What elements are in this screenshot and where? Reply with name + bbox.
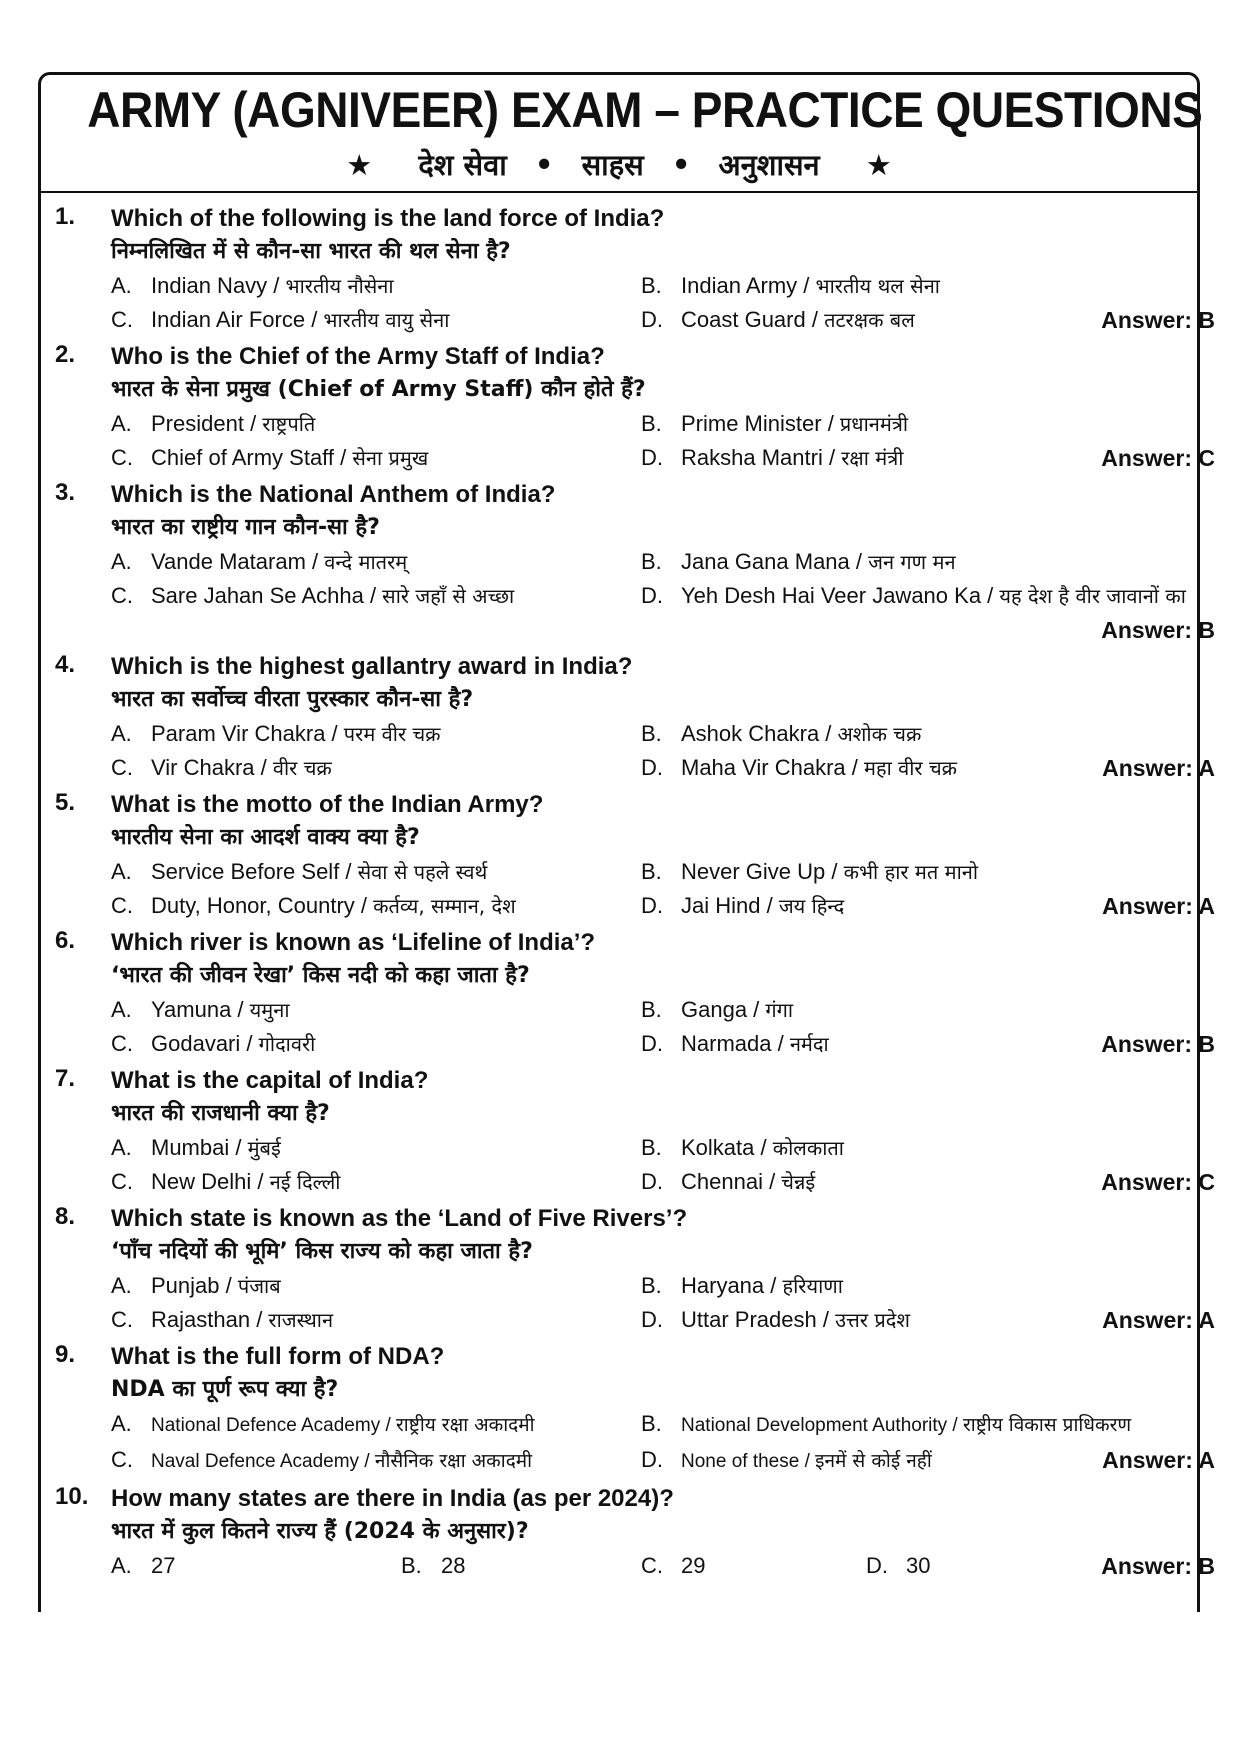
- option-text-english: National Development Authority: [681, 1415, 948, 1436]
- question-text-english: Which is the National Anthem of India?: [111, 481, 556, 508]
- answer-option: [111, 579, 641, 613]
- option-letter: C.: [641, 1553, 663, 1578]
- option-letter: A.: [111, 1135, 132, 1160]
- option-separator: /: [354, 893, 374, 918]
- option-text-english: Punjab: [151, 1273, 220, 1298]
- option-text-hindi: हरियाणा: [782, 1274, 843, 1298]
- option-letter: D.: [641, 307, 663, 332]
- option-text-english: 28: [441, 1553, 466, 1578]
- option-separator: /: [821, 411, 840, 436]
- option-letter: C.: [111, 583, 133, 608]
- answer-option: [111, 889, 641, 923]
- option-text-hindi: इनमें से कोई नहीं: [815, 1450, 932, 1472]
- question-text-hindi: ‘पाँच नदियों की भूमि’ किस राज्य को कहा जाता है?: [111, 1239, 533, 1264]
- answer-option: [641, 579, 1186, 613]
- option-separator: /: [267, 273, 286, 298]
- option-text-english: Yeh Desh Hai Veer Jawano Ka: [681, 583, 982, 608]
- option-letter: B.: [641, 411, 662, 436]
- answer-option: [641, 855, 1073, 889]
- option-text-english: Indian Air Force: [151, 307, 306, 332]
- option-text-english: Chennai: [681, 1169, 763, 1194]
- option-letter: C.: [111, 1169, 133, 1194]
- question-number: 9.: [55, 1341, 76, 1368]
- option-text-english: Coast Guard: [681, 307, 806, 332]
- answer-key: Answer: A: [1102, 893, 1215, 919]
- question-number: 3.: [55, 479, 76, 506]
- option-letter: A.: [111, 721, 132, 746]
- option-separator: /: [947, 1415, 963, 1436]
- question-block: [41, 1203, 1215, 1337]
- answer-option: [111, 1549, 401, 1583]
- option-separator: /: [822, 445, 842, 470]
- option-text-hindi: कभी हार मत मानो: [843, 860, 979, 884]
- motto-anushasan: अनुशासन: [718, 148, 820, 182]
- question-text-hindi: ‘भारत की जीवन रेखा’ किस नदी को कहा जाता है?: [111, 963, 530, 988]
- option-separator: /: [243, 411, 263, 436]
- answer-option: [641, 751, 1073, 785]
- question-block: [41, 927, 1215, 1061]
- option-text-english: Duty, Honor, Country: [151, 893, 355, 918]
- question-text-hindi: भारतीय सेना का आदर्श वाक्य क्या है?: [111, 825, 420, 850]
- option-separator: /: [231, 997, 250, 1022]
- option-text-hindi: सेवा से पहले स्वर्थ: [357, 860, 488, 884]
- dot-separator: •: [671, 148, 691, 182]
- motto-line: [41, 145, 1197, 184]
- answer-option: [111, 441, 641, 475]
- answer-key: Answer: A: [1102, 1447, 1215, 1473]
- option-text-hindi: गोदावरी: [258, 1032, 316, 1056]
- option-letter: D.: [641, 445, 663, 470]
- option-letter: B.: [401, 1553, 422, 1578]
- answer-option: [111, 269, 641, 303]
- option-text-english: Ashok Chakra: [681, 721, 820, 746]
- option-letter: B.: [641, 1411, 662, 1436]
- question-text-english: Who is the Chief of the Army Staff of India?: [111, 343, 605, 370]
- option-separator: /: [845, 755, 865, 780]
- option-letter: A.: [111, 1411, 132, 1436]
- answer-option: [641, 1549, 866, 1583]
- option-text-hindi: नई दिल्ली: [269, 1170, 341, 1194]
- option-text-hindi: महा वीर चक्र: [864, 756, 958, 780]
- question-number: 5.: [55, 789, 76, 816]
- answer-key: Answer: B: [1101, 1031, 1215, 1057]
- option-text-hindi: चेन्नई: [781, 1170, 816, 1194]
- answer-option: [111, 303, 641, 337]
- option-letter: C.: [111, 445, 133, 470]
- answer-option: [641, 1027, 1073, 1061]
- option-text-hindi: जन गण मन: [868, 550, 956, 574]
- option-text-hindi: तटरक्षक बल: [824, 308, 915, 332]
- answer-option: [111, 1407, 641, 1443]
- option-text-english: Mumbai: [151, 1135, 230, 1160]
- option-letter: B.: [641, 721, 662, 746]
- option-separator: /: [305, 307, 324, 332]
- answer-key: Answer: B: [1101, 307, 1215, 333]
- option-text-hindi: रक्षा मंत्री: [841, 446, 904, 470]
- option-letter: A.: [111, 549, 132, 574]
- answer-option: [111, 1131, 641, 1165]
- question-text-hindi: भारत का राष्ट्रीय गान कौन-सा है?: [111, 515, 380, 540]
- option-text-english: Jai Hind: [681, 893, 761, 918]
- option-letter: B.: [641, 997, 662, 1022]
- option-separator: /: [981, 583, 1000, 608]
- option-text-english: Maha Vir Chakra: [681, 755, 846, 780]
- question-number: 1.: [55, 203, 76, 230]
- option-text-english: Naval Defence Academy: [151, 1451, 360, 1472]
- option-separator: /: [251, 1169, 270, 1194]
- option-text-hindi: मुंबई: [247, 1136, 281, 1160]
- option-text-hindi: गंगा: [765, 998, 794, 1022]
- option-letter: A.: [111, 1553, 132, 1578]
- option-text-hindi: अशोक चक्र: [837, 722, 922, 746]
- option-letter: D.: [641, 1447, 663, 1472]
- answer-option: [111, 1269, 641, 1303]
- option-text-english: 29: [681, 1553, 706, 1578]
- option-text-hindi: भारतीय थल सेना: [815, 274, 940, 298]
- answer-option: [111, 407, 641, 441]
- answer-option: [641, 1269, 1073, 1303]
- option-letter: A.: [111, 1273, 132, 1298]
- answer-key: Answer: B: [1101, 1553, 1215, 1579]
- answer-option: [641, 441, 1073, 475]
- option-separator: /: [754, 1135, 773, 1160]
- option-separator: /: [819, 721, 838, 746]
- option-separator: /: [325, 721, 344, 746]
- option-text-english: None of these: [681, 1451, 800, 1472]
- option-text-hindi: वन्दे मातरम्: [324, 550, 408, 574]
- option-separator: /: [240, 1031, 259, 1056]
- options-grid: [111, 1407, 1215, 1479]
- option-separator: /: [250, 1307, 269, 1332]
- question-number: 10.: [55, 1483, 89, 1510]
- option-letter: B.: [641, 273, 662, 298]
- question-text-hindi: NDA का पूर्ण रूप क्या है?: [111, 1377, 339, 1402]
- option-letter: A.: [111, 273, 132, 298]
- option-text-hindi: राष्ट्रीय विकास प्राधिकरण: [963, 1414, 1132, 1436]
- option-text-english: Chief of Army Staff: [151, 445, 335, 470]
- options-grid: [111, 1269, 1215, 1337]
- question-block: [41, 1341, 1215, 1479]
- option-letter: B.: [641, 1273, 662, 1298]
- question-text-english: What is the motto of the Indian Army?: [111, 791, 544, 818]
- option-separator: /: [305, 549, 325, 574]
- option-text-english: Narmada: [681, 1031, 772, 1056]
- option-text-hindi: परम वीर चक्र: [343, 722, 441, 746]
- question-number: 7.: [55, 1065, 76, 1092]
- question-block: [41, 479, 1215, 647]
- option-text-hindi: राष्ट्रपति: [262, 412, 316, 436]
- option-text-english: Indian Army: [681, 273, 798, 298]
- option-text-english: Sare Jahan Se Achha: [151, 583, 364, 608]
- option-text-english: Haryana: [681, 1273, 765, 1298]
- option-text-hindi: कोलकाता: [772, 1136, 844, 1160]
- option-text-english: Vande Mataram: [151, 549, 306, 574]
- answer-option: [641, 1443, 1073, 1479]
- option-separator: /: [771, 1031, 790, 1056]
- option-letter: C.: [111, 893, 133, 918]
- option-text-hindi: यह देश है वीर जावानों का: [999, 584, 1186, 608]
- options-grid: [111, 1131, 1215, 1199]
- question-number: 4.: [55, 651, 76, 678]
- answer-option: [641, 545, 1073, 579]
- answer-option: [111, 545, 641, 579]
- question-number: 6.: [55, 927, 76, 954]
- option-letter: D.: [641, 1169, 663, 1194]
- question-text-english: Which is the highest gallantry award in India?: [111, 653, 633, 680]
- option-separator: /: [359, 1451, 375, 1472]
- question-text-hindi: भारत का सर्वोच्च वीरता पुरस्कार कौन-सा है?: [111, 687, 474, 712]
- option-text-english: Jana Gana Mana: [681, 549, 850, 574]
- option-text-english: Raksha Mantri: [681, 445, 823, 470]
- option-separator: /: [764, 1273, 783, 1298]
- answer-option: [641, 1165, 1073, 1199]
- worksheet: [38, 72, 1215, 1612]
- question-number: 8.: [55, 1203, 76, 1230]
- question-text-english: Which river is known as ‘Lifeline of India’?: [111, 929, 596, 956]
- options-grid: [111, 855, 1215, 923]
- dot-separator: •: [534, 148, 554, 182]
- question-text-hindi: भारत में कुल कितने राज्य हैं (2024 के अनुसार)?: [111, 1519, 529, 1544]
- answer-option: [641, 1303, 1073, 1337]
- motto-desh-seva: देश सेवा: [418, 148, 507, 182]
- question-block: [41, 1483, 1215, 1583]
- options-row: [111, 1549, 1215, 1583]
- answer-option: [111, 717, 641, 751]
- answer-option: [641, 407, 1073, 441]
- option-separator: /: [339, 859, 358, 884]
- answer-key: Answer: C: [1101, 1169, 1215, 1195]
- question-text-hindi: निम्नलिखित में से कौन-सा भारत की थल सेना है?: [111, 239, 511, 264]
- option-text-english: Param Vir Chakra: [151, 721, 326, 746]
- question-text-hindi: भारत के सेना प्रमुख (Chief of Army Staff) कौन होते हैं?: [111, 377, 646, 402]
- option-text-hindi: जय हिन्द: [778, 894, 845, 918]
- option-separator: /: [363, 583, 383, 608]
- answer-option: [641, 269, 1073, 303]
- option-letter: C.: [111, 755, 133, 780]
- option-text-english: Uttar Pradesh: [681, 1307, 817, 1332]
- option-letter: B.: [641, 859, 662, 884]
- option-letter: A.: [111, 997, 132, 1022]
- options-grid: [111, 717, 1215, 785]
- option-text-english: Godavari: [151, 1031, 241, 1056]
- answer-key: Answer: C: [1101, 445, 1215, 471]
- option-text-english: Never Give Up: [681, 859, 826, 884]
- option-text-hindi: सारे जहाँ से अच्छा: [382, 584, 515, 608]
- question-list: [41, 193, 1215, 1583]
- option-separator: /: [334, 445, 353, 470]
- option-separator: /: [747, 997, 766, 1022]
- option-letter: D.: [641, 1307, 663, 1332]
- option-text-hindi: राजस्थान: [268, 1308, 334, 1332]
- options-grid: [111, 269, 1215, 337]
- answer-option: [641, 1131, 1073, 1165]
- option-text-hindi: कर्तव्य, सम्मान, देश: [373, 894, 516, 918]
- answer-option: [111, 1443, 641, 1479]
- option-text-english: New Delhi: [151, 1169, 252, 1194]
- option-letter: D.: [641, 893, 663, 918]
- star-icon: ★: [346, 148, 373, 182]
- options-grid: [111, 993, 1215, 1061]
- answer-key: Answer: A: [1102, 755, 1215, 781]
- option-text-hindi: सेना प्रमुख: [352, 446, 429, 470]
- answer-option: [111, 855, 641, 889]
- options-grid: [111, 407, 1215, 475]
- question-text-english: What is the capital of India?: [111, 1067, 429, 1094]
- question-block: [41, 203, 1215, 337]
- option-letter: C.: [111, 1031, 133, 1056]
- answer-option: [401, 1549, 641, 1583]
- question-block: [41, 1065, 1215, 1199]
- question-number: 2.: [55, 341, 76, 368]
- answer-option: [111, 1165, 641, 1199]
- answer-option: [641, 993, 1073, 1027]
- option-text-english: Vir Chakra: [151, 755, 255, 780]
- page-title: ARMY (AGNIVEER) EXAM – PRACTICE QUESTIONS: [87, 82, 1203, 138]
- option-text-english: President: [151, 411, 244, 436]
- option-separator: /: [805, 307, 825, 332]
- options-grid: [111, 545, 1215, 647]
- question-text-english: What is the full form of NDA?: [111, 1343, 445, 1370]
- option-letter: B.: [641, 549, 662, 574]
- answer-option: [641, 889, 1073, 923]
- option-separator: /: [380, 1415, 397, 1436]
- option-text-hindi: नर्मदा: [789, 1032, 829, 1056]
- answer-key: Answer: B: [1101, 617, 1215, 643]
- option-text-english: Yamuna: [151, 997, 232, 1022]
- option-letter: A.: [111, 411, 132, 436]
- option-text-hindi: पंजाब: [237, 1274, 281, 1298]
- option-text-english: Indian Navy: [151, 273, 268, 298]
- option-separator: /: [816, 1307, 836, 1332]
- option-letter: C.: [111, 1307, 133, 1332]
- question-block: [41, 651, 1215, 785]
- option-text-hindi: प्रधानमंत्री: [839, 412, 909, 436]
- answer-option: [641, 717, 1073, 751]
- answer-option: [111, 993, 641, 1027]
- answer-option: [641, 1407, 1132, 1443]
- answer-option: [111, 751, 641, 785]
- option-text-english: 27: [151, 1553, 176, 1578]
- option-text-english: Prime Minister: [681, 411, 822, 436]
- option-text-english: 30: [906, 1553, 931, 1578]
- option-text-hindi: भारतीय नौसेना: [285, 274, 394, 298]
- option-separator: /: [229, 1135, 248, 1160]
- option-text-english: Ganga: [681, 997, 748, 1022]
- option-letter: C.: [111, 307, 133, 332]
- question-block: [41, 341, 1215, 475]
- option-letter: B.: [641, 1135, 662, 1160]
- star-icon: ★: [865, 148, 892, 182]
- option-separator: /: [825, 859, 844, 884]
- option-text-hindi: राष्ट्रीय रक्षा अकादमी: [396, 1414, 535, 1436]
- option-separator: /: [219, 1273, 238, 1298]
- question-text-english: Which state is known as the ‘Land of Five Rivers’?: [111, 1205, 688, 1232]
- option-separator: /: [799, 1451, 816, 1472]
- option-text-hindi: वीर चक्र: [272, 756, 332, 780]
- answer-option: [641, 303, 1073, 337]
- option-separator: /: [797, 273, 816, 298]
- option-separator: /: [762, 1169, 782, 1194]
- option-text-hindi: नौसैनिक रक्षा अकादमी: [374, 1450, 533, 1472]
- question-text-english: How many states are there in India (as per 2024)?: [111, 1485, 674, 1512]
- option-letter: D.: [866, 1553, 888, 1578]
- option-separator: /: [254, 755, 273, 780]
- option-letter: D.: [641, 1031, 663, 1056]
- question-text-english: Which of the following is the land force of India?: [111, 205, 665, 232]
- option-text-hindi: यमुना: [249, 998, 290, 1022]
- option-text-english: National Defence Academy: [151, 1415, 381, 1436]
- option-separator: /: [849, 549, 869, 574]
- option-letter: D.: [641, 755, 663, 780]
- option-separator: /: [760, 893, 779, 918]
- question-block: [41, 789, 1215, 923]
- option-letter: C.: [111, 1447, 133, 1472]
- answer-option: [111, 1027, 641, 1061]
- option-text-hindi: उत्तर प्रदेश: [835, 1308, 910, 1332]
- answer-option: [111, 1303, 641, 1337]
- motto-sahas: साहस: [581, 148, 644, 182]
- option-text-english: Kolkata: [681, 1135, 755, 1160]
- answer-option: [866, 1549, 1073, 1583]
- option-text-english: Service Before Self: [151, 859, 340, 884]
- answer-key: Answer: A: [1102, 1307, 1215, 1333]
- option-letter: A.: [111, 859, 132, 884]
- worksheet-header: [41, 75, 1203, 193]
- option-text-hindi: भारतीय वायु सेना: [323, 308, 450, 332]
- option-letter: D.: [641, 583, 663, 608]
- question-text-hindi: भारत की राजधानी क्या है?: [111, 1101, 330, 1126]
- option-text-english: Rajasthan: [151, 1307, 251, 1332]
